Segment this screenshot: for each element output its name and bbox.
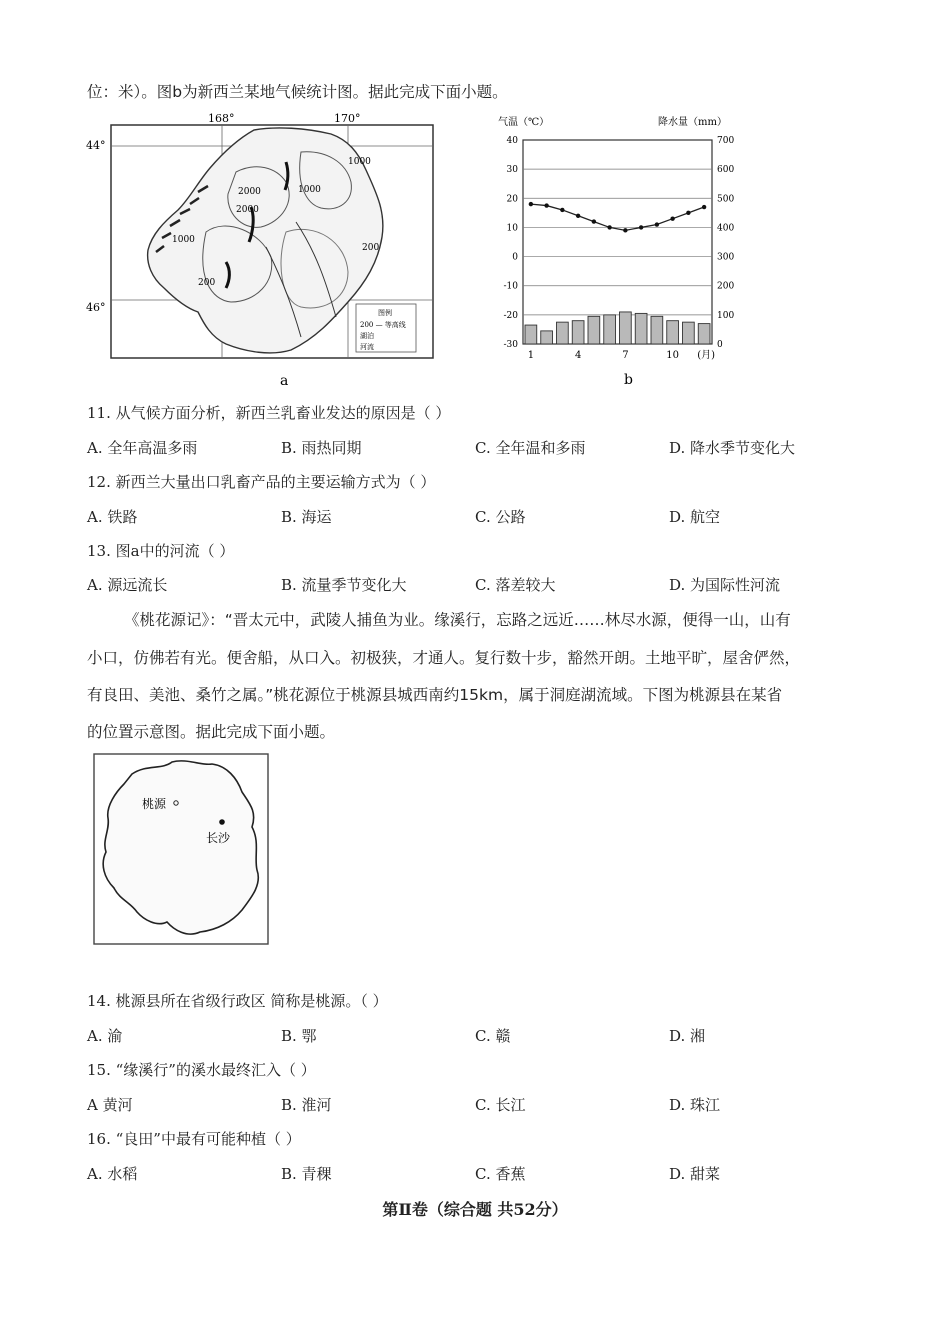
taoyuan-label: 桃源 [142,797,167,811]
x-tick-label: 7 [622,350,629,361]
q15-option-c[interactable]: C. 长江 [475,1096,526,1114]
left-tick-label: -30 [503,340,518,350]
intro-text: 位：米）。图b为新西兰某地气候统计图。据此完成下面小题。 [87,83,508,101]
temperature-point [686,211,690,215]
right-tick-label: 600 [717,165,735,176]
right-tick-label: 300 [717,252,735,263]
temperature-point [670,216,674,220]
province-map [92,752,272,948]
q13-option-c[interactable]: C. 落差较大 [475,576,556,594]
q15-option-d[interactable]: D. 珠江 [669,1096,721,1114]
q14-option-a[interactable]: A. 渝 [87,1027,123,1045]
legend-item: 河流 [360,343,374,351]
left-tick-label: -10 [503,281,518,292]
precip-bar [588,316,600,344]
q13-option-a[interactable]: A. 源远流长 [87,576,168,594]
right-axis-label: 降水量（mm） [658,117,727,128]
q16-option-b[interactable]: B. 青稞 [281,1165,332,1183]
q15-option-a[interactable]: A 黄河 [87,1096,133,1114]
temperature-point [529,202,533,206]
precip-bar [635,313,647,344]
precip-bar [525,325,537,344]
legend-title: 图例 [378,309,392,317]
lat-46: 46° [86,301,106,314]
precip-bar [683,322,695,344]
right-tick-label: 0 [717,340,723,350]
temperature-point [655,222,659,226]
figure-b-caption: b [624,372,633,388]
q11-option-d[interactable]: D. 降水季节变化大 [669,439,796,457]
q13-option-d[interactable]: D. 为国际性河流 [669,576,781,594]
question-16-stem: 16. “良田”中最有可能种植（ ） [87,1130,301,1148]
climate-chart [490,112,760,392]
question-14-stem: 14. 桃源县所在省级行政区 简称是桃源。（ ） [87,992,388,1010]
contour-label: 1000 [172,235,195,245]
figure-a-caption: a [280,373,289,389]
figure-a [86,112,436,392]
lon-170: 170° [334,112,361,125]
x-tick-label: 10 [666,350,679,361]
precip-bar [557,322,569,344]
contour-label: 200 [362,243,380,253]
left-tick-label: 20 [506,194,518,205]
left-tick-label: -20 [503,310,518,321]
temperature-point [592,219,596,223]
contour-label: 1000 [298,185,321,195]
q16-option-a[interactable]: A. 水稻 [87,1165,138,1183]
q14-option-b[interactable]: B. 鄂 [281,1027,317,1045]
passage-line-2: 小口，仿佛若有光。便舍船，从口入。初极狭，才通人。复行数十步，豁然开朗。土地平旷，屋舍俨然， [87,649,801,667]
legend-item: 湖泊 [360,332,374,340]
q16-option-c[interactable]: C. 香蕉 [475,1165,526,1183]
question-11-stem: 11. 从气候方面分析，新西兰乳畜业发达的原因是（ ） [87,404,451,422]
changsha-label: 长沙 [206,831,231,845]
contour-label: 2000 [236,205,259,215]
right-tick-label: 200 [717,281,735,292]
figure-b [490,112,760,392]
q12-option-b[interactable]: B. 海运 [281,508,332,526]
left-tick-label: 10 [506,223,518,234]
question-15-stem: 15. “缘溪行”的溪水最终汇入（ ） [87,1061,316,1079]
passage-line-4: 的位置示意图。据此完成下面小题。 [87,723,336,741]
precip-bar [620,312,632,344]
contour-label: 200 [198,278,216,288]
x-axis-unit: (月) [697,350,716,361]
q13-option-b[interactable]: B. 流量季节变化大 [281,576,407,594]
temperature-point [623,228,627,232]
legend-item: 200 — 等高线 [360,321,406,329]
q11-option-b[interactable]: B. 雨热同期 [281,439,362,457]
q16-option-d[interactable]: D. 甜菜 [669,1165,721,1183]
temperature-point [544,203,548,207]
x-tick-label: 4 [574,350,582,361]
precip-bar [698,324,710,344]
right-tick-label: 400 [717,223,735,234]
q11-option-a[interactable]: A. 全年高温多雨 [87,439,198,457]
q12-option-a[interactable]: A. 铁路 [87,508,138,526]
left-tick-label: 40 [506,136,518,146]
precip-bar [667,321,679,344]
left-tick-label: 30 [506,165,518,176]
temperature-point [702,205,706,209]
lon-168: 168° [208,112,235,125]
passage-line-1: 《桃花源记》：“晋太元中，武陵人捕鱼为业。缘溪行，忘路之远近……林尽水源，便得一山，山有 [124,611,791,629]
right-tick-label: 700 [717,136,735,146]
temperature-point [576,214,580,218]
figure-a-map [86,112,436,392]
changsha-marker [219,819,225,825]
x-tick-label: 1 [527,350,535,361]
q14-option-c[interactable]: C. 赣 [475,1027,511,1045]
right-tick-label: 100 [717,310,735,321]
q12-option-c[interactable]: C. 公路 [475,508,526,526]
precip-bar [541,331,553,344]
right-tick-label: 500 [717,194,735,205]
precip-bar [604,315,616,344]
contour-label: 2000 [238,187,261,197]
temperature-point [560,208,564,212]
q15-option-b[interactable]: B. 淮河 [281,1096,332,1114]
precip-bar [572,321,584,344]
q12-option-d[interactable]: D. 航空 [669,508,721,526]
province-map-svg [92,752,272,948]
left-axis-label: 气温（℃） [498,117,550,128]
q14-option-d[interactable]: D. 湘 [669,1027,706,1045]
temperature-point [607,225,611,229]
section-title: 第Ⅱ卷（综合题 共52分） [382,1200,568,1219]
lat-44: 44° [86,139,106,152]
plot-frame [523,140,712,344]
temperature-point [639,225,643,229]
question-12-stem: 12. 新西兰大量出口乳畜产品的主要运输方式为（ ） [87,473,436,491]
passage-line-3: 有良田、美池、桑竹之属。”桃花源位于桃源县城西南约15km，属于洞庭湖流域。下图为桃源县在某省 [87,686,783,704]
contour-label: 1000 [348,157,371,167]
question-13-stem: 13. 图a中的河流（ ） [87,542,235,560]
left-tick-label: 0 [512,252,518,263]
precip-bar [651,316,663,344]
q11-option-c[interactable]: C. 全年温和多雨 [475,439,586,457]
